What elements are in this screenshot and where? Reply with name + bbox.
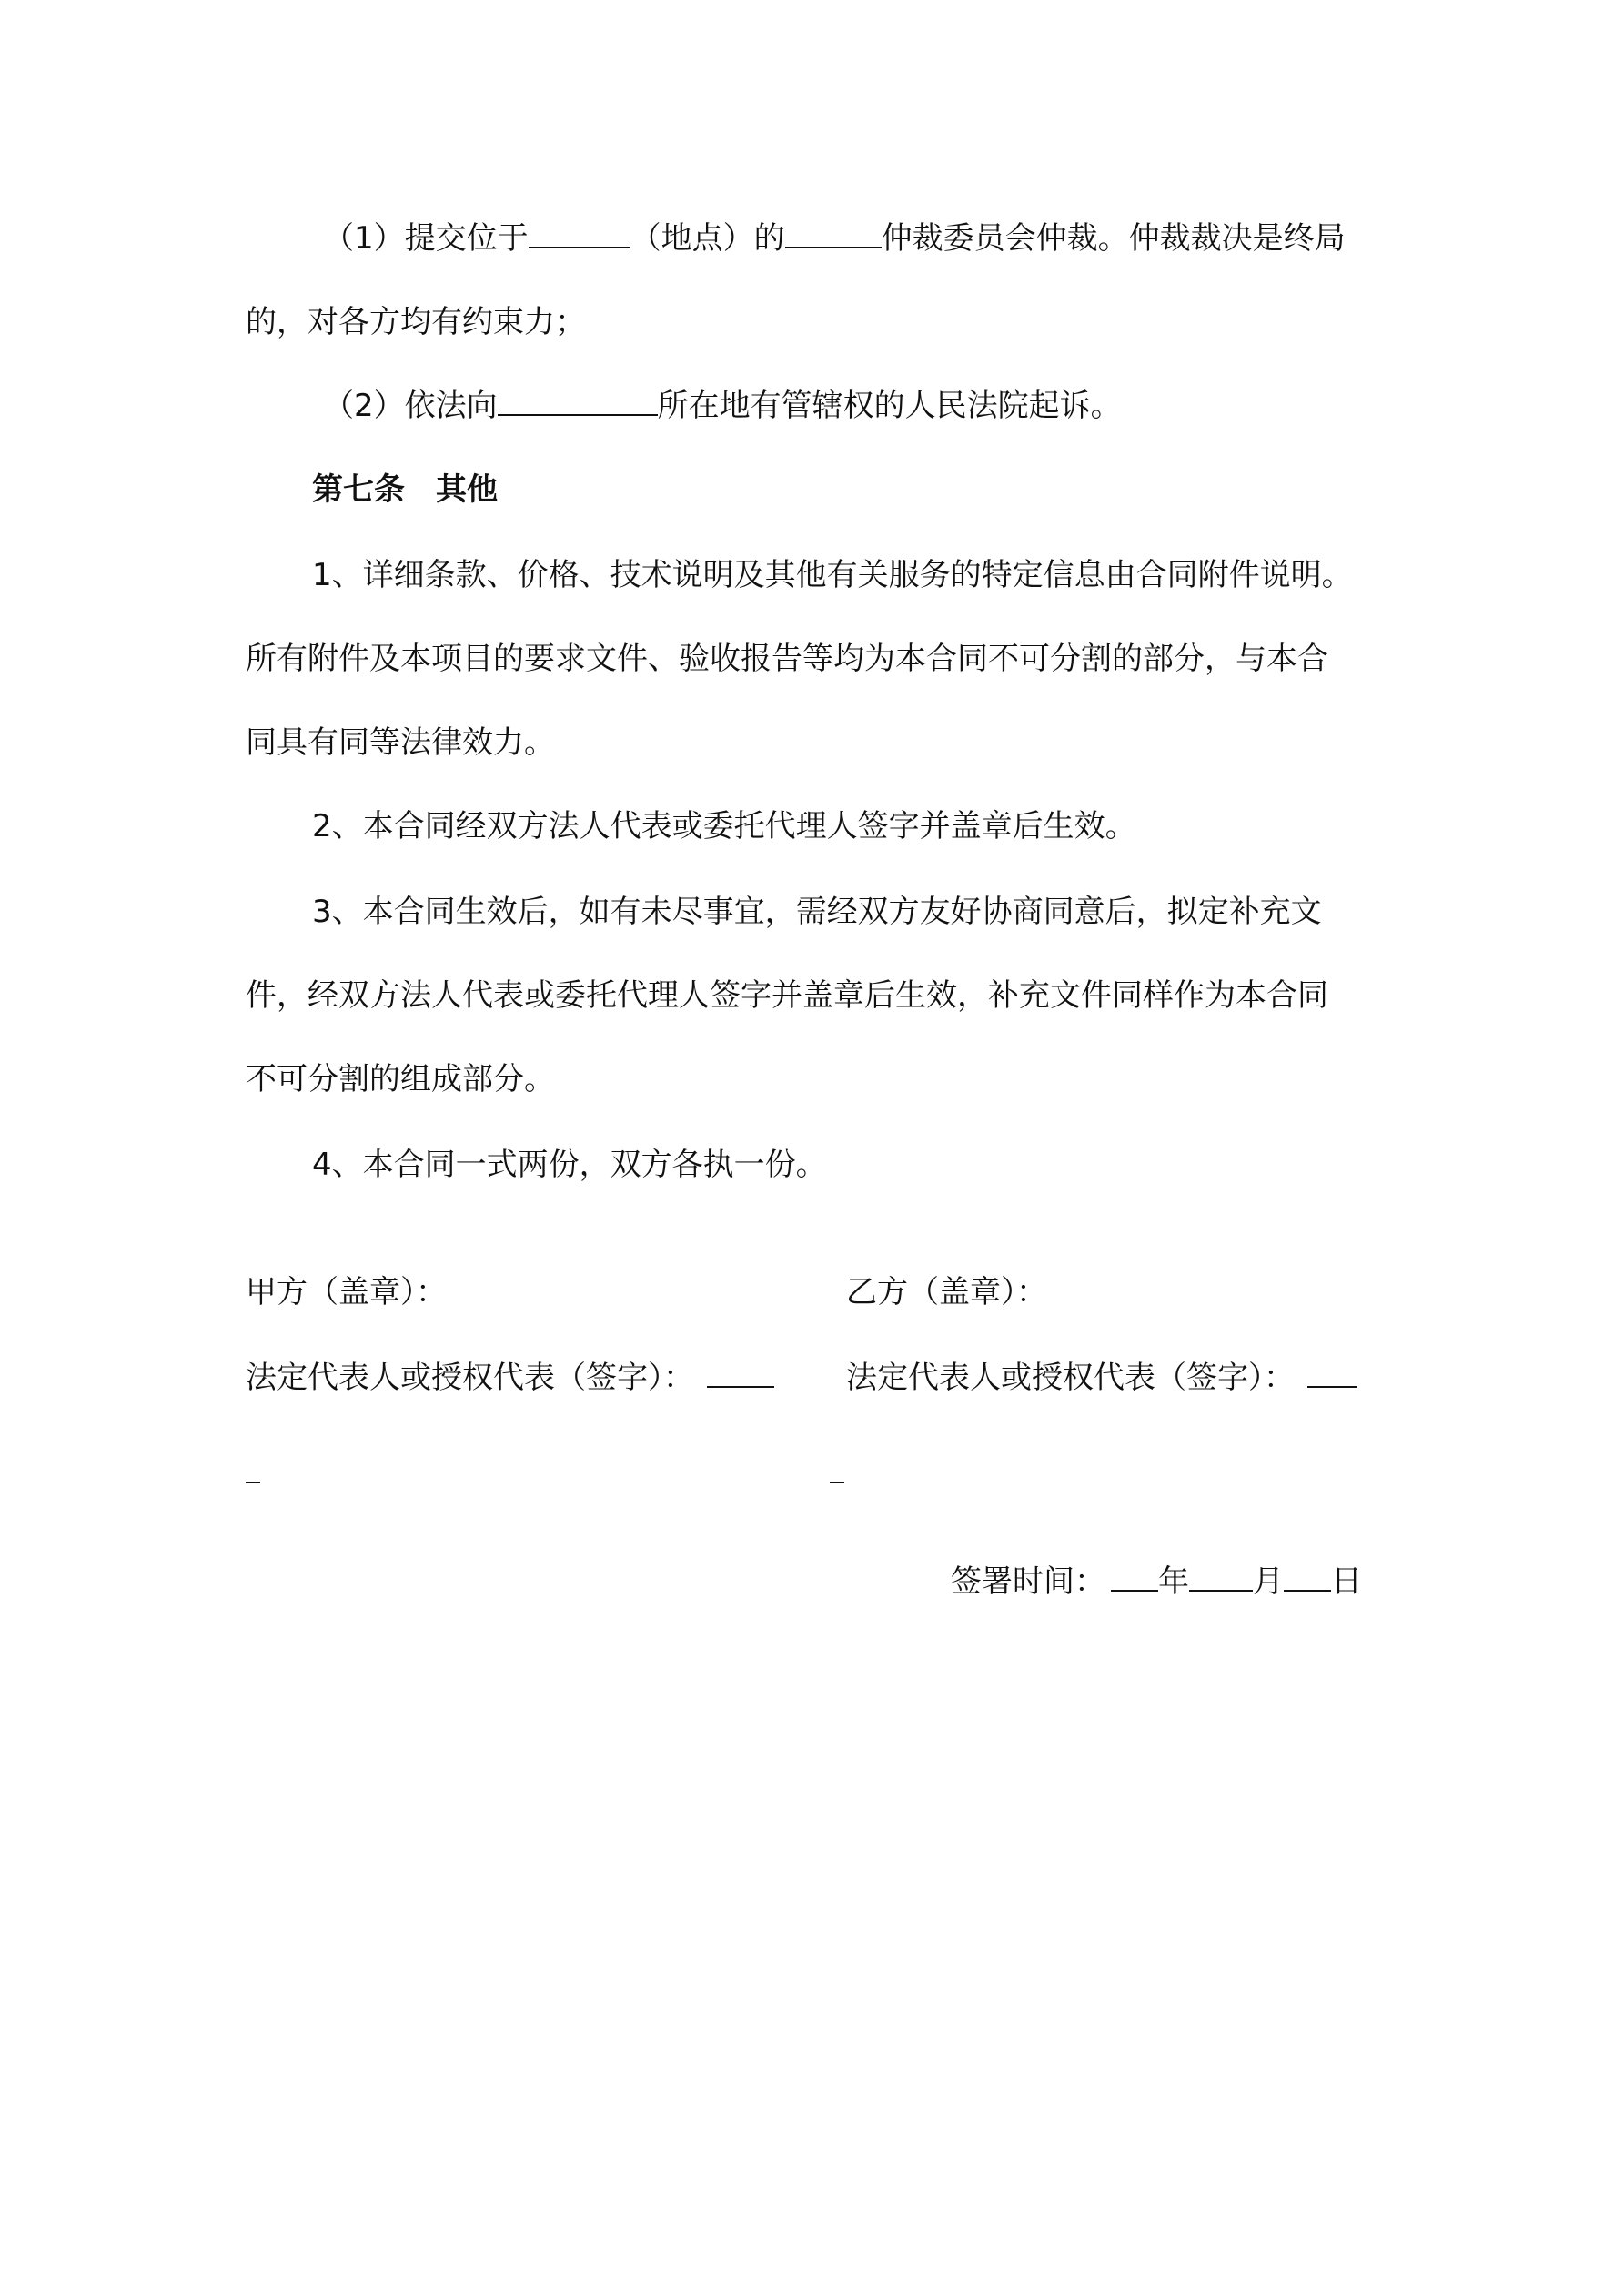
- clause-3-line-1: 3、本合同生效后，如有未尽事宜，需经双方友好协商同意后，拟定补充文: [312, 894, 1322, 930]
- party-b-signature-blank-wrap[interactable]: [830, 1456, 844, 1483]
- party-a-signature-blank-wrap[interactable]: [246, 1456, 260, 1483]
- party-b-rep-row: [846, 1358, 1357, 1398]
- party-b-rep-label: 法定代表人或授权代表（签字）：: [846, 1360, 1295, 1396]
- day-blank[interactable]: [1284, 1563, 1331, 1592]
- blank-location[interactable]: [529, 219, 630, 248]
- clause-2: 2、本合同经双方法人代表或委托代理人签字并盖章后生效。: [312, 808, 1136, 845]
- clause-3-line-3: 不可分割的组成部分。: [246, 1061, 555, 1097]
- year-blank[interactable]: [1111, 1563, 1158, 1592]
- dispute-item-1-cont: [246, 302, 586, 342]
- party-b-seal-label: 乙方（盖章）：: [846, 1274, 1047, 1310]
- party-a-rep-row: [246, 1358, 774, 1398]
- item1-text-b: （地点）的: [630, 220, 785, 257]
- signing-date-row: [951, 1562, 1362, 1602]
- party-a-seal-label: 甲方（盖章）：: [246, 1274, 447, 1310]
- month-blank[interactable]: [1189, 1563, 1253, 1592]
- party-b-signature-blank[interactable]: [1307, 1359, 1357, 1388]
- item2-text-b: 所在地有管辖权的人民法院起诉。: [657, 388, 1122, 424]
- month-label: 月: [1253, 1563, 1284, 1600]
- article-7-heading: 第七条 其他: [312, 471, 498, 508]
- item2-text-a: （2）依法向: [323, 388, 498, 424]
- dispute-item-1: [323, 218, 1346, 258]
- party-a-signature-blank[interactable]: [707, 1359, 774, 1388]
- clause-1-line-1: 1、详细条款、价格、技术说明及其他有关服务的特定信息由合同附件说明。: [312, 557, 1353, 593]
- signing-date-label: 签署时间：: [951, 1563, 1105, 1600]
- year-label: 年: [1158, 1563, 1189, 1600]
- party-a-rep-label: 法定代表人或授权代表（签字）：: [246, 1360, 694, 1396]
- dispute-item-2: [323, 386, 1122, 426]
- clause-1-line-3: 同具有同等法律效力。: [246, 724, 555, 761]
- clause-1-line-2: 所有附件及本项目的要求文件、验收报告等均为本合同不可分割的部分，与本合: [246, 641, 1328, 677]
- clause-4: 4、本合同一式两份，双方各执一份。: [312, 1147, 827, 1183]
- blank-arbitration-commission[interactable]: [785, 219, 882, 248]
- blank-court-location[interactable]: [498, 387, 658, 416]
- clause-3-line-2: 件，经双方法人代表或委托代理人签字并盖章后生效，补充文件同样作为本合同: [246, 977, 1328, 1014]
- item1-continuation: 的，对各方均有约束力；: [246, 304, 586, 340]
- item1-text-a: （1）提交位于: [323, 220, 529, 257]
- item1-text-c: 仲裁委员会仲裁。仲裁裁决是终局: [881, 220, 1346, 257]
- day-label: 日: [1331, 1563, 1362, 1600]
